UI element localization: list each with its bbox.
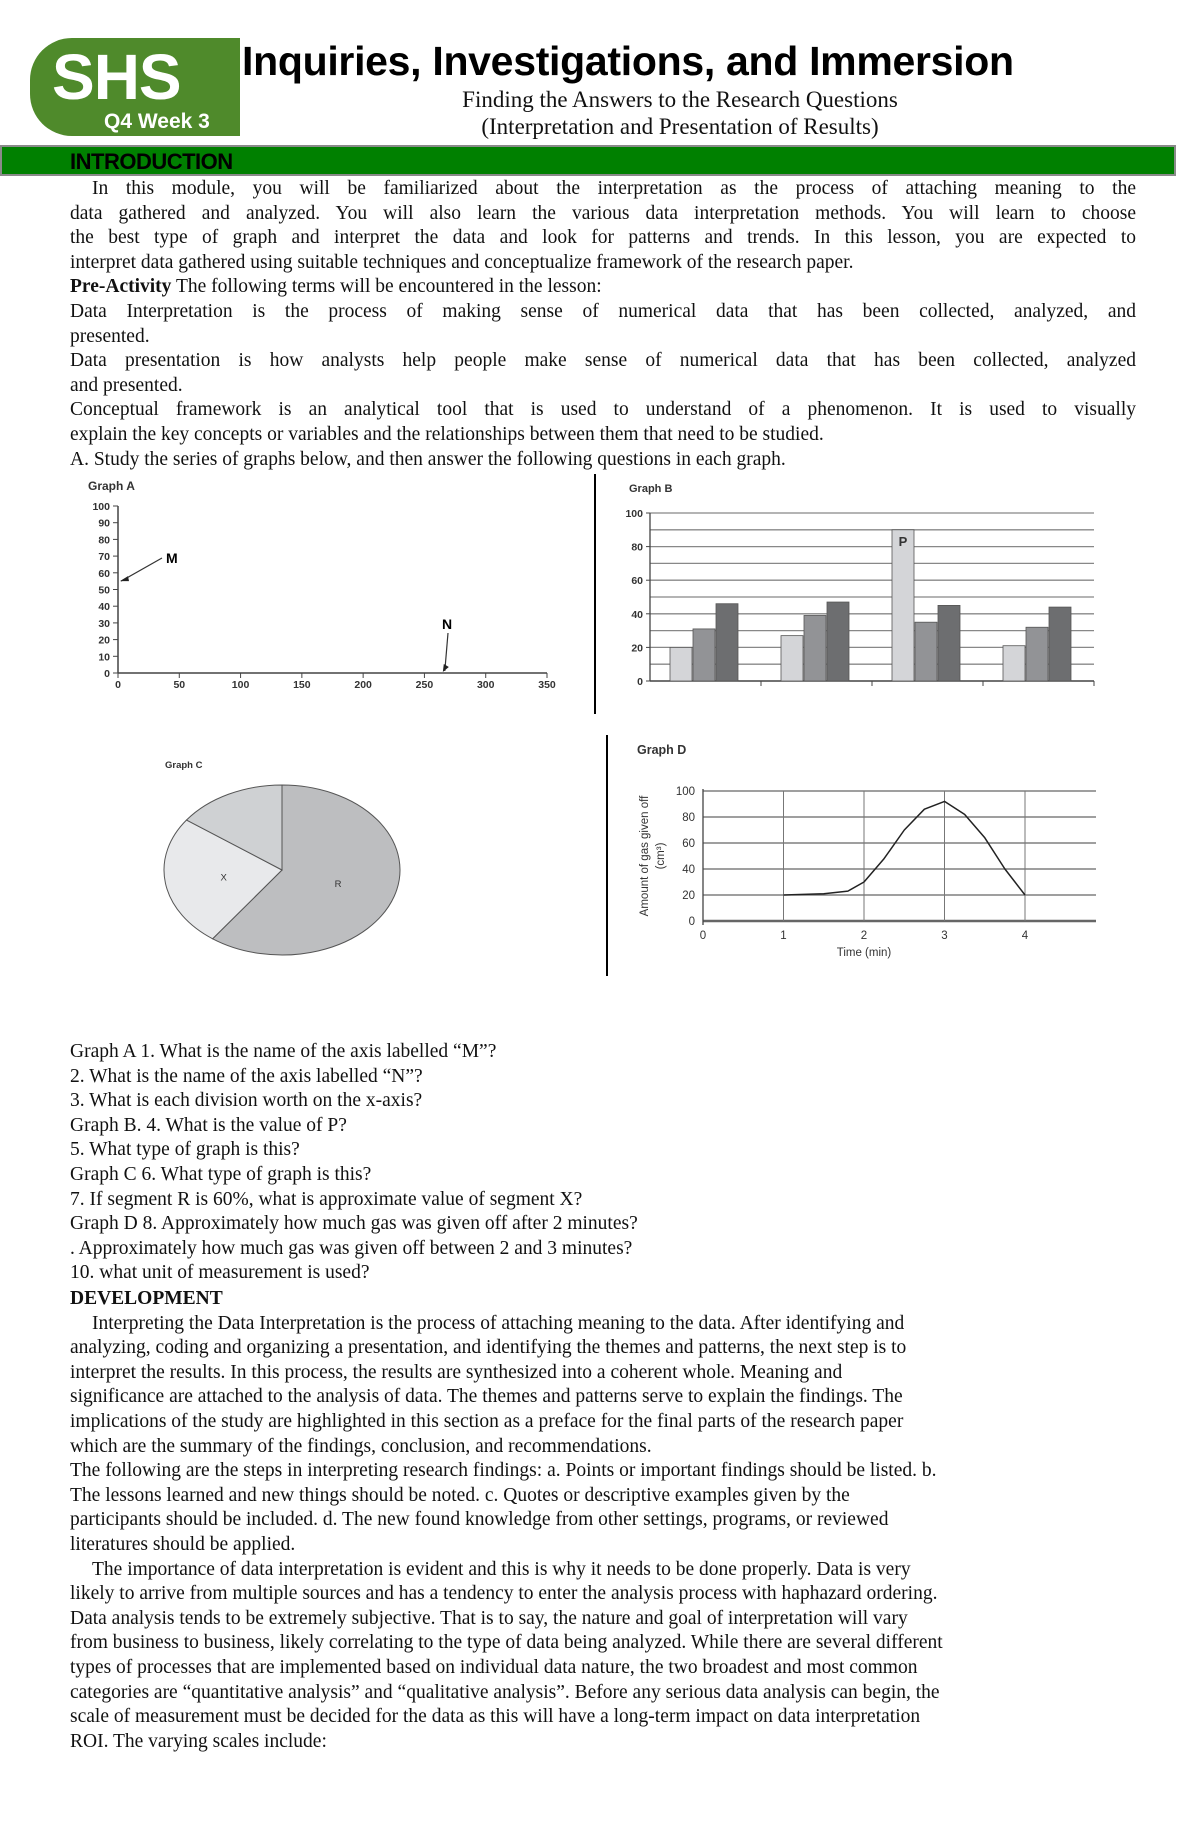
graph-b-y-tick-label: 80 [631,541,643,554]
text-line: types of processes that are implemented based on individual data nature, the two broadest and most common [70,1656,918,1678]
text-line: The following are the steps in interpreting research findings: a. Points or important findings should be listed. b. [70,1460,937,1482]
graph-d-y-label-unit: (cm³) [655,842,667,870]
graph-b-bar [1049,607,1071,681]
text-line: interpret data gathered using suitable techniques and conceptualize framework of the research paper. [70,251,854,273]
questions-list [70,1040,1136,1286]
question-item: 7. If segment R is 60%, what is approximate value of segment X? [70,1188,583,1210]
graph-b-bar [804,615,826,681]
graph-d-y-tick-label: 40 [682,864,695,876]
graph-d-y-tick-label: 80 [682,812,695,824]
graph-a-y-tick-label: 0 [104,668,110,680]
graph-b-y-tick-label: 20 [631,642,643,655]
text-line: Interpreting the Data Interpretation is the process of attaching meaning to the data. After identifying and [92,1312,905,1334]
graph-d-y-tick-label: 100 [675,786,695,798]
graph-d-y-label: Amount of gas given off [639,795,651,917]
graph-a-y-tick-label: 30 [98,617,110,630]
graph-d-x-tick-label: 0 [699,930,707,942]
text-line: Pre-Activity The following terms will be encountered in the lesson: [70,276,602,298]
question-item: Graph C 6. What type of graph is this? [70,1163,372,1185]
graph-d-line [784,801,1026,895]
graph-b-bar [693,629,715,681]
text-line: Conceptual framework is an analytical tool that is used to understand of a phenomenon. It is used to visually [70,399,1136,421]
text-line: which are the summary of the findings, conclusion, and recommendations. [70,1435,652,1457]
text-line: Data analysis tends to be extremely subjective. That is to say, the nature and goal of interpretation will vary [70,1607,908,1629]
annotation-p-label: P [898,533,908,549]
text-line: scale of measurement must be decided for the data as this will have a long-term impact on data interpretation [70,1706,921,1728]
graph-b-bar [670,647,692,681]
graph-d-x-tick-label: 1 [780,930,787,942]
graph-a-x-tick-label: 100 [231,679,250,691]
text-line: data gathered and analyzed. You will also learn the various data interpretation methods. You will learn to choose [70,202,1136,224]
text-line: ROI. The varying scales include: [70,1730,327,1752]
graph-d-x-tick-label: 2 [860,930,868,942]
text-line: analyzing, coding and organizing a presentation, and identifying the themes and patterns, the next step is to [70,1337,907,1359]
module-subtitle-2: (Interpretation and Presentation of Results) [481,114,879,139]
section-heading-introduction: INTRODUCTION [70,149,233,174]
graph-d-y-tick-label: 20 [682,890,695,902]
pie-slice-label: X [220,872,227,884]
text-line: The lessons learned and new things should be noted. c. Quotes or descriptive examples given by the [70,1484,850,1506]
pre-activity-label: Pre-Activity [70,276,172,298]
annotation-m-label: M [166,550,178,566]
text-line: explain the key concepts or variables and the relationships between them that need to be studied. [70,423,824,445]
graph-a-y-tick-label: 60 [98,567,110,580]
text-line: significance are attached to the analysis of data. The themes and patterns serve to explain the findings. The [70,1386,903,1408]
question-item: Graph A 1. What is the name of the axis labelled “M”? [70,1041,497,1062]
section-heading-development: DEVELOPMENT [70,1288,223,1309]
graph-d-y-tick-label: 60 [682,838,695,850]
arrowhead-icon [120,576,129,581]
graph-a-y-tick-label: 50 [98,584,110,597]
graph-c-title: Graph C [165,760,203,771]
graph-a-y-tick-label: 100 [92,501,110,513]
question-item: 2. What is the name of the axis labelled “N”? [70,1065,423,1087]
graph-a-x-tick-label: 150 [293,679,311,691]
text-line: likely to arrive from multiple sources and has a tendency to enter the analysis process with haphazard ordering. [70,1583,938,1605]
graph-b-bar [716,604,738,681]
annotation-n-label: N [442,616,453,632]
logo-week: Q4 Week 3 [104,110,210,133]
graph-a-x-tick-label: 250 [415,679,434,691]
graph-a-y-tick-label: 90 [98,517,110,530]
graph-d-x-label: Time (min) [836,947,892,959]
graph-a-x-tick-label: 50 [173,679,186,691]
text-line: and presented. [70,374,183,396]
graph-b-bar [1003,646,1025,681]
question-item: 3. What is each division worth on the x-axis? [70,1090,423,1112]
graph-a-y-tick-label: 20 [98,634,110,647]
graph-d-x-tick-label: 4 [1021,930,1029,942]
graph-b-title: Graph B [629,483,673,495]
graph-a-x-tick-label: 200 [354,679,372,691]
question-item: 10. what unit of measurement is used? [70,1262,370,1284]
graph-a-y-tick-label: 70 [98,551,110,564]
text-line: from business to business, likely correlating to the type of data being analyzed. While there are several different [70,1632,943,1654]
text-line: categories are “quantitative analysis” and “qualitative analysis”. Before any serious data analysis can begin, the [70,1681,940,1703]
graph-b-y-tick-label: 40 [631,608,643,621]
text-line: presented. [70,325,150,347]
graph-a-x-tick-label: 300 [476,679,495,691]
text-line: implications of the study are highlighted in this section as a preface for the final parts of the research paper [70,1410,904,1432]
graph-b-y-tick-label: 60 [631,575,643,588]
arrowhead-icon [443,664,449,672]
graph-d-y-tick-label: 0 [688,916,695,928]
text-line: the best type of graph and interpret the data and look for patterns and trends. In this lesson, you are expected to [70,227,1136,249]
text-line: Data Interpretation is the process of making sense of numerical data that has been collected, analyzed, and [70,300,1136,322]
graph-b-y-tick-label: 100 [625,508,643,520]
question-item: Graph D 8. Approximately how much gas was given off after 2 minutes? [70,1213,638,1235]
graph-a-title: Graph A [88,479,135,493]
graph-d-x-tick-label: 3 [941,930,948,942]
graph-a-y-tick-label: 10 [98,651,110,664]
logo-text: SHS [52,41,181,113]
graph-a-y-tick-label: 80 [98,534,110,547]
text-line: Data presentation is how analysts help people make sense of numerical data that has been collected, analyzed [70,350,1136,372]
graph-a-x-tick-label: 0 [115,679,121,691]
text-line: participants should be included. d. The new found knowledge from other settings, programs, or reviewed [70,1509,889,1531]
question-item: 5. What type of graph is this? [70,1139,300,1161]
text-line: literatures should be applied. [70,1533,296,1555]
question-item: Graph B. 4. What is the value of P? [70,1114,347,1136]
text-line: A. Study the series of graphs below, and then answer the following questions in each graph. [70,448,786,470]
graph-a-y-tick-label: 40 [98,601,110,614]
development-section [70,1287,1136,1754]
graph-b-bar [827,602,849,681]
graph-b-bar [915,622,937,681]
graph-b-bar [938,605,960,681]
module-title: Inquiries, Investigations, and Immersion [242,38,1014,84]
text-line: In this module, you will be familiarized about the interpretation as the process of attaching meaning to the [92,178,1136,199]
question-item: . Approximately how much gas was given off between 2 and 3 minutes? [70,1237,633,1259]
pie-slice-label: R [334,879,342,891]
graph-b-bar [781,636,803,681]
graph-a-x-tick-label: 350 [538,679,556,691]
text-line: The importance of data interpretation is evident and this is why it needs to be done properly. Data is very [92,1558,911,1580]
graph-b-bar [1026,627,1048,681]
text-line: interpret the results. In this process, the results are synthesized into a coherent whole. Meaning and [70,1361,843,1383]
graph-d-title: Graph D [637,743,687,757]
module-subtitle: Finding the Answers to the Research Questions [462,87,898,112]
graph-b-y-tick-label: 0 [637,676,643,688]
graph-b-bar [892,530,914,681]
